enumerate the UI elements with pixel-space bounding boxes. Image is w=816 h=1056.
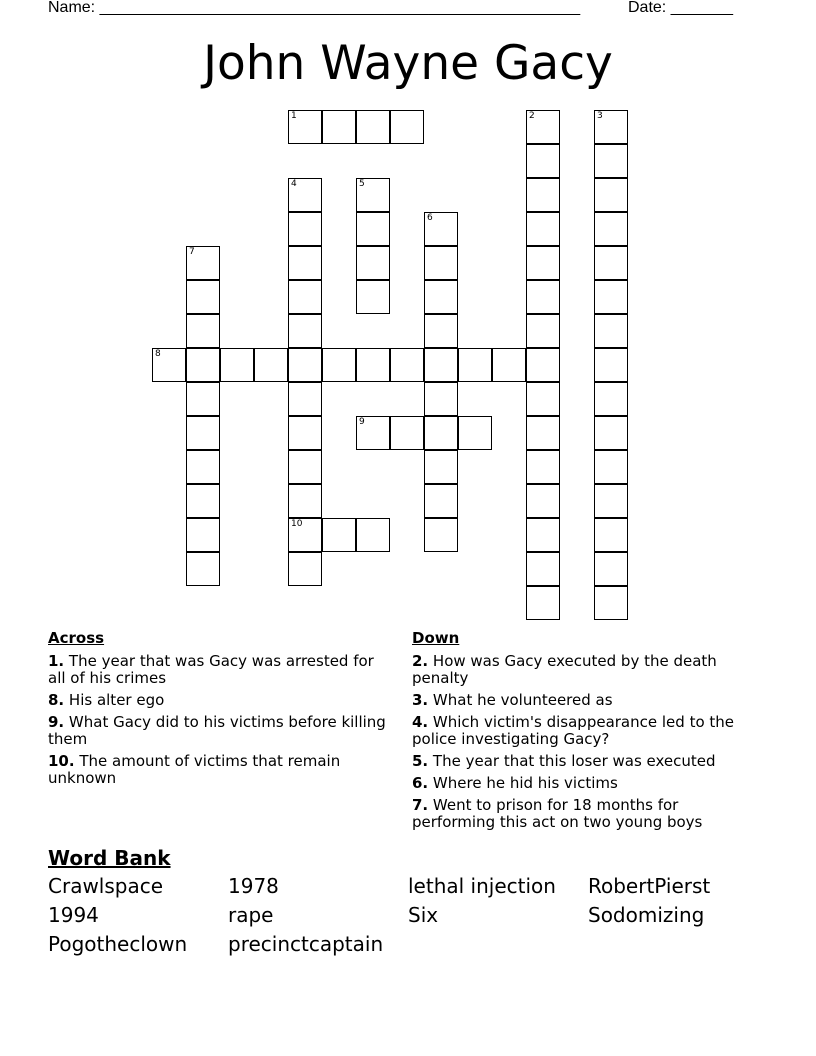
crossword-cell[interactable] xyxy=(526,450,560,484)
crossword-cell[interactable] xyxy=(526,212,560,246)
crossword-cell[interactable] xyxy=(526,144,560,178)
crossword-cell[interactable] xyxy=(186,280,220,314)
clue-number: 4 xyxy=(291,179,297,189)
crossword-cell[interactable] xyxy=(526,280,560,314)
crossword-cell[interactable] xyxy=(594,246,628,280)
crossword-cell[interactable] xyxy=(288,518,322,552)
name-field[interactable]: Name: ______________________________________________________ xyxy=(48,0,581,16)
date-field[interactable]: Date: _______ xyxy=(628,0,733,16)
crossword-cell[interactable] xyxy=(424,484,458,518)
crossword-cell[interactable] xyxy=(458,348,492,382)
crossword-cell[interactable] xyxy=(526,518,560,552)
clue-down-2: 2. How was Gacy executed by the death penalty xyxy=(412,652,717,687)
crossword-cell[interactable] xyxy=(288,178,322,212)
crossword-cell[interactable] xyxy=(424,246,458,280)
down-clues xyxy=(412,630,757,836)
crossword-cell[interactable] xyxy=(152,348,186,382)
clue-number: 10 xyxy=(291,519,303,529)
crossword-cell[interactable] xyxy=(424,348,458,382)
crossword-cell[interactable] xyxy=(186,484,220,518)
crossword-cell[interactable] xyxy=(288,382,322,416)
clue-across-9: 9. What Gacy did to his victims before killing them xyxy=(48,713,386,748)
crossword-cell[interactable] xyxy=(458,416,492,450)
crossword-cell[interactable] xyxy=(356,518,390,552)
word-bank-item: 1978 xyxy=(228,874,279,898)
across-heading: Across xyxy=(48,629,105,647)
crossword-cell[interactable] xyxy=(594,110,628,144)
crossword-cell[interactable] xyxy=(526,314,560,348)
crossword-cell[interactable] xyxy=(594,212,628,246)
crossword-cell[interactable] xyxy=(356,280,390,314)
crossword-cell[interactable] xyxy=(424,212,458,246)
crossword-cell[interactable] xyxy=(288,212,322,246)
crossword-cell[interactable] xyxy=(288,484,322,518)
crossword-cell[interactable] xyxy=(356,110,390,144)
crossword-cell[interactable] xyxy=(322,518,356,552)
crossword-cell[interactable] xyxy=(526,552,560,586)
clue-number: 2 xyxy=(529,111,535,121)
clue-down-5: 5. The year that this loser was executed xyxy=(412,752,716,770)
crossword-cell[interactable] xyxy=(322,348,356,382)
crossword-cell[interactable] xyxy=(356,348,390,382)
crossword-cell[interactable] xyxy=(322,110,356,144)
crossword-cell[interactable] xyxy=(594,586,628,620)
crossword-cell[interactable] xyxy=(424,314,458,348)
crossword-cell[interactable] xyxy=(288,348,322,382)
crossword-cell[interactable] xyxy=(288,314,322,348)
crossword-cell[interactable] xyxy=(424,518,458,552)
crossword-cell[interactable] xyxy=(186,314,220,348)
crossword-cell[interactable] xyxy=(594,382,628,416)
clue-number: 3 xyxy=(597,111,603,121)
crossword-cell[interactable] xyxy=(390,110,424,144)
word-bank-item: Pogotheclown xyxy=(48,932,188,956)
page-title: John Wayne Gacy xyxy=(203,36,613,91)
crossword-cell[interactable] xyxy=(288,280,322,314)
clue-across-1: 1. The year that was Gacy was arrested for all of his crimes xyxy=(48,652,374,687)
word-bank-item: 1994 xyxy=(48,903,99,927)
crossword-cell[interactable] xyxy=(594,416,628,450)
word-bank-item: rape xyxy=(228,903,274,927)
crossword-cell[interactable] xyxy=(356,246,390,280)
crossword-cell[interactable] xyxy=(594,450,628,484)
across-clues xyxy=(48,630,393,792)
clue-down-4: 4. Which victim's disappearance led to the police investigating Gacy? xyxy=(412,713,735,748)
crossword-cell[interactable] xyxy=(288,416,322,450)
crossword-cell[interactable] xyxy=(526,178,560,212)
word-bank-item: Sodomizing xyxy=(588,903,705,927)
crossword-cell[interactable] xyxy=(356,212,390,246)
crossword-cell[interactable] xyxy=(526,586,560,620)
crossword-cell[interactable] xyxy=(186,382,220,416)
crossword-cell[interactable] xyxy=(390,416,424,450)
crossword-cell[interactable] xyxy=(594,518,628,552)
crossword-cell[interactable] xyxy=(288,450,322,484)
crossword-cell[interactable] xyxy=(424,416,458,450)
word-bank-item: Crawlspace xyxy=(48,874,164,898)
down-heading: Down xyxy=(412,629,460,647)
clue-down-3: 3. What he volunteered as xyxy=(412,691,613,709)
crossword-cell[interactable] xyxy=(526,110,560,144)
word-bank-item: RobertPierst xyxy=(588,874,711,898)
clue-number: 5 xyxy=(359,179,365,189)
crossword-cell[interactable] xyxy=(288,246,322,280)
crossword-cell[interactable] xyxy=(424,450,458,484)
clue-across-10: 10. The amount of victims that remain unknown xyxy=(48,752,341,787)
crossword-cell[interactable] xyxy=(594,484,628,518)
crossword-cell[interactable] xyxy=(186,518,220,552)
clue-down-7: 7. Went to prison for 18 months for performing this act on two young boys xyxy=(412,796,703,831)
clue-number: 7 xyxy=(189,247,195,257)
clue-down-6: 6. Where he hid his victims xyxy=(412,774,618,792)
crossword-cell[interactable] xyxy=(594,348,628,382)
crossword-cell[interactable] xyxy=(526,246,560,280)
word-bank-item: lethal injection xyxy=(408,874,556,898)
clue-number: 8 xyxy=(155,349,161,359)
crossword-cell[interactable] xyxy=(186,450,220,484)
crossword-cell[interactable] xyxy=(220,348,254,382)
clue-number: 6 xyxy=(427,213,433,223)
crossword-cell[interactable] xyxy=(390,348,424,382)
crossword-cell[interactable] xyxy=(356,178,390,212)
header xyxy=(48,0,748,20)
crossword-cell[interactable] xyxy=(526,484,560,518)
crossword-cell[interactable] xyxy=(186,552,220,586)
crossword-cell[interactable] xyxy=(526,382,560,416)
word-bank-item: Six xyxy=(408,903,439,927)
word-bank-item: precinctcaptain xyxy=(228,932,384,956)
crossword-cell[interactable] xyxy=(288,110,322,144)
crossword-cell[interactable] xyxy=(186,246,220,280)
clue-across-8: 8. His alter ego xyxy=(48,691,165,709)
clue-number: 9 xyxy=(359,417,365,427)
crossword-cell[interactable] xyxy=(288,552,322,586)
crossword-cell[interactable] xyxy=(356,416,390,450)
crossword-cell[interactable] xyxy=(424,382,458,416)
word-bank xyxy=(48,846,768,956)
crossword-cell[interactable] xyxy=(186,416,220,450)
crossword-cell[interactable] xyxy=(492,348,526,382)
crossword-cell[interactable] xyxy=(594,314,628,348)
crossword-cell[interactable] xyxy=(254,348,288,382)
crossword-cell[interactable] xyxy=(424,280,458,314)
clue-number: 1 xyxy=(291,111,297,121)
crossword-cell[interactable] xyxy=(594,280,628,314)
crossword-cell[interactable] xyxy=(526,348,560,382)
crossword-cell[interactable] xyxy=(186,348,220,382)
crossword-cell[interactable] xyxy=(526,416,560,450)
crossword-cell[interactable] xyxy=(594,552,628,586)
word-bank-title: Word Bank xyxy=(48,846,171,870)
crossword-cell[interactable] xyxy=(594,144,628,178)
crossword-cell[interactable] xyxy=(594,178,628,212)
